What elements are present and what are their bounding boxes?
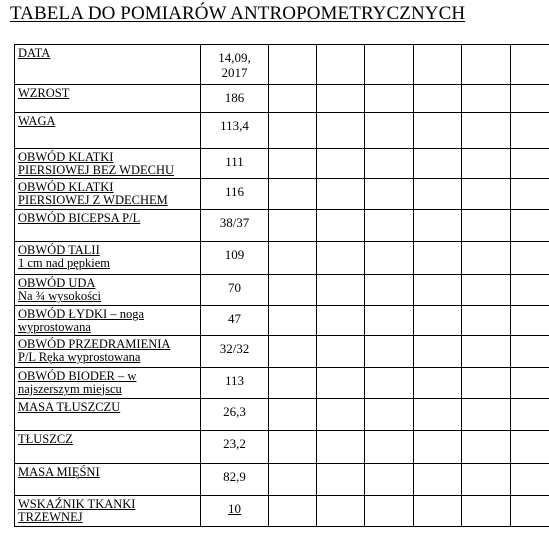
label-line: najszerszym miejscu — [18, 382, 122, 396]
empty-cell — [462, 149, 511, 179]
empty-cell — [269, 210, 317, 242]
label-line: OBWÓD ŁYDKI – noga — [18, 307, 145, 321]
empty-cell — [365, 496, 414, 527]
empty-cell — [365, 336, 414, 368]
table-row — [15, 275, 549, 306]
measurement-label — [15, 113, 201, 149]
empty-cell — [414, 336, 462, 368]
measurement-label — [15, 431, 201, 464]
empty-cell — [511, 368, 549, 399]
empty-cell — [365, 210, 414, 242]
empty-cell — [365, 179, 414, 210]
empty-cell — [317, 399, 365, 431]
empty-cell — [414, 242, 462, 275]
empty-cell — [414, 275, 462, 306]
label-line: OBWÓD KLATKI — [18, 150, 114, 164]
table-row — [15, 496, 549, 527]
empty-cell — [269, 275, 317, 306]
value-line: 23,2 — [223, 436, 246, 451]
empty-cell — [317, 431, 365, 464]
empty-cell — [365, 399, 414, 431]
value-line: 2017 — [221, 65, 248, 80]
empty-cell — [317, 45, 365, 85]
value-line: 113 — [224, 373, 245, 388]
label-line: OBWÓD BIODER – w — [18, 369, 137, 383]
empty-cell — [317, 85, 365, 113]
table-row — [15, 210, 549, 242]
empty-cell — [269, 368, 317, 399]
measurement-label — [15, 275, 201, 306]
label-line: WAGA — [18, 114, 56, 128]
table-row — [15, 464, 549, 496]
measurement-value — [201, 368, 269, 399]
empty-cell — [365, 368, 414, 399]
table-row — [15, 179, 549, 210]
empty-cell — [511, 336, 549, 368]
empty-cell — [365, 45, 414, 85]
measurement-value — [201, 45, 269, 85]
label-line: 1 cm nad pępkiem — [18, 256, 110, 270]
value-line: 116 — [224, 184, 245, 199]
label-line: OBWÓD KLATKI — [18, 180, 114, 194]
label-line: DATA — [18, 46, 51, 60]
label-line: PIERSIOWEJ BEZ WDECHU — [18, 163, 175, 177]
empty-cell — [462, 85, 511, 113]
label-line: OBWÓD BICEPSA P/L — [18, 211, 141, 225]
empty-cell — [511, 149, 549, 179]
empty-cell — [365, 149, 414, 179]
measurement-label — [15, 464, 201, 496]
value-line: 14,09, — [218, 50, 251, 65]
table-row — [15, 368, 549, 399]
label-line: OBWÓD UDA — [18, 276, 96, 290]
empty-cell — [414, 45, 462, 85]
empty-cell — [462, 306, 511, 336]
empty-cell — [269, 431, 317, 464]
table-row — [15, 399, 549, 431]
table-row — [15, 242, 549, 275]
empty-cell — [317, 368, 365, 399]
empty-cell — [365, 85, 414, 113]
page-title: TABELA DO POMIARÓW ANTROPOMETRYCZNYCH — [10, 3, 466, 24]
empty-cell — [462, 431, 511, 464]
table-row — [15, 336, 549, 368]
empty-cell — [317, 464, 365, 496]
empty-cell — [511, 399, 549, 431]
empty-cell — [414, 431, 462, 464]
empty-cell — [414, 464, 462, 496]
empty-cell — [462, 464, 511, 496]
empty-cell — [365, 306, 414, 336]
empty-cell — [462, 210, 511, 242]
empty-cell — [414, 85, 462, 113]
empty-cell — [511, 464, 549, 496]
empty-cell — [269, 242, 317, 275]
empty-cell — [414, 179, 462, 210]
table-row — [15, 149, 549, 179]
measurement-value — [201, 431, 269, 464]
empty-cell — [414, 399, 462, 431]
measurement-label — [15, 149, 201, 179]
measurement-value — [201, 85, 269, 113]
value-line: 38/37 — [219, 215, 250, 230]
measurement-label — [15, 210, 201, 242]
empty-cell — [462, 399, 511, 431]
empty-cell — [317, 113, 365, 149]
empty-cell — [269, 149, 317, 179]
measurement-label — [15, 496, 201, 527]
label-line: TŁUSZCZ — [18, 432, 73, 446]
measurements-table — [14, 44, 549, 527]
empty-cell — [317, 242, 365, 275]
empty-cell — [414, 496, 462, 527]
label-line: OBWÓD TALII — [18, 243, 100, 257]
empty-cell — [462, 242, 511, 275]
empty-cell — [414, 368, 462, 399]
empty-cell — [414, 149, 462, 179]
value-line: 113,4 — [220, 118, 249, 133]
empty-cell — [365, 464, 414, 496]
empty-cell — [269, 113, 317, 149]
empty-cell — [511, 179, 549, 210]
empty-cell — [511, 210, 549, 242]
measurement-label — [15, 336, 201, 368]
measurement-label — [15, 85, 201, 113]
label-line: MASA TŁUSZCZU — [18, 400, 121, 414]
empty-cell — [511, 496, 549, 527]
measurement-value — [201, 275, 269, 306]
label-line: wyprostowana — [18, 320, 91, 334]
value-line: 82,9 — [223, 469, 246, 484]
measurement-value — [201, 464, 269, 496]
measurement-value — [201, 113, 269, 149]
empty-cell — [511, 431, 549, 464]
empty-cell — [414, 306, 462, 336]
label-line: TRZEWNEJ — [18, 510, 83, 524]
measurement-label — [15, 242, 201, 275]
empty-cell — [414, 210, 462, 242]
empty-cell — [317, 496, 365, 527]
measurement-label — [15, 399, 201, 431]
measurement-value — [201, 149, 269, 179]
empty-cell — [462, 275, 511, 306]
empty-cell — [414, 113, 462, 149]
measurement-value — [201, 496, 269, 527]
measurement-value — [201, 210, 269, 242]
empty-cell — [269, 496, 317, 527]
label-line: PIERSIOWEJ Z WDECHEM — [18, 193, 168, 207]
label-line: P/L Ręka wyprostowana — [18, 350, 141, 364]
empty-cell — [269, 464, 317, 496]
value-line: 186 — [224, 90, 245, 105]
measurement-label — [15, 368, 201, 399]
value-line: 32/32 — [219, 341, 250, 356]
empty-cell — [462, 336, 511, 368]
empty-cell — [269, 306, 317, 336]
empty-cell — [462, 368, 511, 399]
empty-cell — [365, 113, 414, 149]
empty-cell — [511, 242, 549, 275]
empty-cell — [365, 275, 414, 306]
empty-cell — [269, 399, 317, 431]
empty-cell — [269, 179, 317, 210]
measurement-value — [201, 242, 269, 275]
empty-cell — [317, 306, 365, 336]
empty-cell — [317, 149, 365, 179]
empty-cell — [511, 113, 549, 149]
empty-cell — [317, 210, 365, 242]
value-line: 10 — [228, 501, 241, 516]
label-line: MASA MIĘŚNI — [18, 465, 100, 479]
measurement-label — [15, 306, 201, 336]
measurement-value — [201, 399, 269, 431]
empty-cell — [511, 85, 549, 113]
table-row — [15, 113, 549, 149]
value-line: 70 — [228, 280, 241, 295]
empty-cell — [365, 242, 414, 275]
measurement-label — [15, 45, 201, 85]
measurement-value — [201, 306, 269, 336]
label-line: OBWÓD PRZEDRAMIENIA — [18, 337, 171, 351]
value-line: 26,3 — [223, 404, 246, 419]
empty-cell — [317, 275, 365, 306]
empty-cell — [462, 113, 511, 149]
value-line: 111 — [225, 154, 244, 169]
empty-cell — [269, 336, 317, 368]
table-row — [15, 85, 549, 113]
value-line: 47 — [228, 311, 241, 326]
label-line: Na ¾ wysokości — [18, 289, 101, 303]
empty-cell — [462, 45, 511, 85]
empty-cell — [365, 431, 414, 464]
measurement-value — [201, 179, 269, 210]
empty-cell — [269, 85, 317, 113]
table-row — [15, 45, 549, 85]
empty-cell — [317, 179, 365, 210]
empty-cell — [462, 179, 511, 210]
label-line: WSKAŹNIK TKANKI — [18, 497, 136, 511]
label-line: WZROST — [18, 86, 70, 100]
empty-cell — [462, 496, 511, 527]
empty-cell — [317, 336, 365, 368]
empty-cell — [511, 275, 549, 306]
empty-cell — [269, 45, 317, 85]
empty-cell — [511, 45, 549, 85]
table-row — [15, 306, 549, 336]
measurement-value — [201, 336, 269, 368]
measurement-label — [15, 179, 201, 210]
value-line: 109 — [224, 247, 245, 262]
table-row — [15, 431, 549, 464]
empty-cell — [511, 306, 549, 336]
